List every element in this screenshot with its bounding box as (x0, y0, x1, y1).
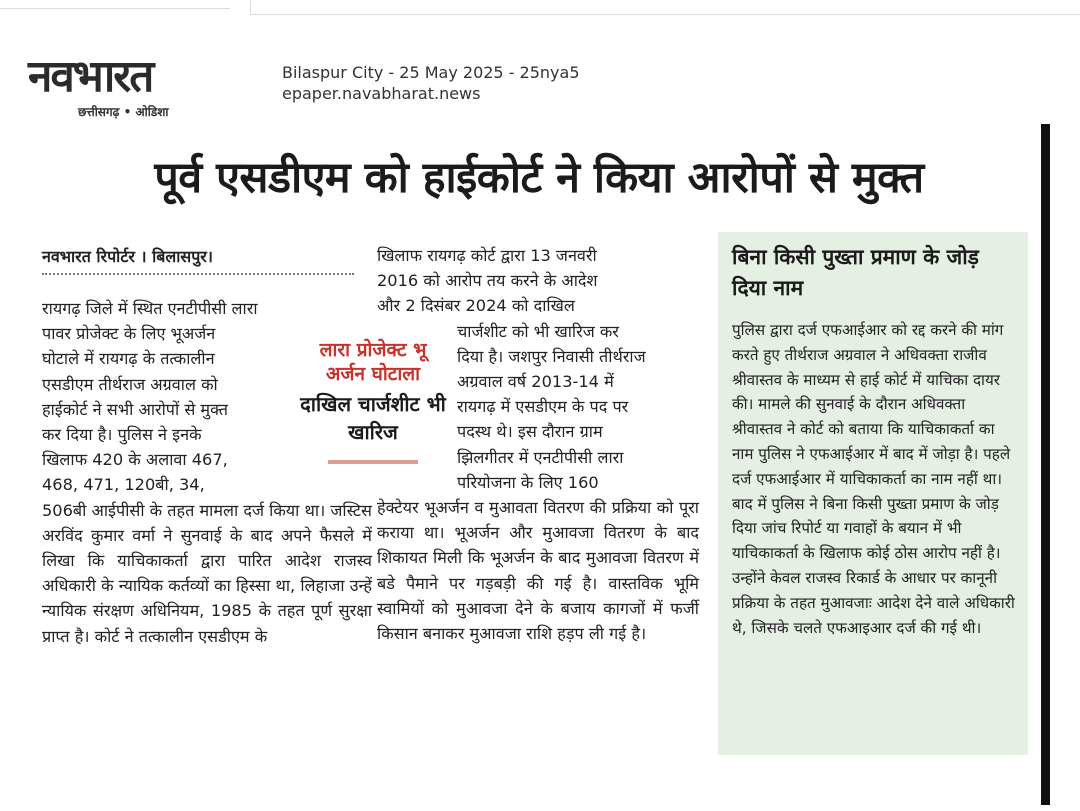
edition-info (282, 62, 580, 104)
byline: नवभारत रिपोर्टर । बिलासपुर। (42, 247, 213, 266)
sidebar-box (718, 232, 1028, 755)
col2-line: 2016 को आरोप तय करने के आदेश (377, 271, 598, 291)
col1-line: एसडीएम तीर्थराज अग्रवाल को (42, 374, 218, 394)
top-frame-right (250, 0, 1080, 15)
col2-paragraph: हेक्टेयर भूअर्जन व मुआवता वितरण की प्रक्रिया को पूरा कराया था। भूअर्जन और मुआवजा वितरण के बाद शिकायत मिली कि भूअर्जन के बाद मुआवजा वितरण में बडे पैमाने पर गड़बड़ी की गई है। वास्तविक भूमि स्वामियों को मुआवजा देने के बजाय कागजों में फर्जी किसान बनाकर मुआवजा राशि हड़प ली गई है। (377, 498, 699, 644)
col2-line: पदस्थ थे। इस दौरान ग्राम (457, 422, 603, 442)
top-frame-left (0, 0, 230, 9)
newspaper-masthead (28, 50, 263, 120)
article-headline: पूर्व एसडीएम को हाईकोर्ट ने किया आरोपों से मुक्त (154, 153, 924, 203)
top-frame (0, 0, 1080, 14)
article-column-2 (377, 243, 699, 646)
col1-line: घोटाले में रायगढ़ के तत्कालीन (42, 349, 215, 369)
right-border-rule (1041, 124, 1050, 805)
col1-line: कर दिया है। पुलिस ने इनके (42, 425, 202, 445)
col2-line: चार्जशीट को भी खारिज कर (457, 321, 619, 341)
col1-line: पावर प्रोजेक्ट के लिए भूअर्जन (42, 324, 216, 344)
pull-quote-text: दाखिल चार्जशीट भी खारिज (300, 392, 446, 444)
byline-divider (42, 273, 354, 275)
col1-line: रायगढ़ जिले में स्थित एनटीपीसी लारा (42, 299, 258, 318)
col2-line: रायगढ़ में एसडीएम के पद पर (457, 397, 629, 417)
col2-line: परियोजना के लिए 160 (457, 472, 599, 492)
sidebar-box-title: बिना किसी पुख्ता प्रमाण के जोड़ दिया नाम (732, 245, 979, 300)
col1-line: 468, 471, 120बी, 34, (42, 475, 205, 495)
col1-line: हाईकोर्ट ने सभी आरोपों से मुक्त (42, 399, 229, 419)
col1-paragraph: 506बी आईपीसी के तहत मामला दर्ज किया था। जस्टिस अरविंद कुमार वर्मा ने सुनवाई के बाद अपने फैसले में लिखा कि याचिकाकर्ता द्वारा पारित आदेश राजस्व अधिकारी के न्यायिक कर्तव्यों का हिस्सा था, लिहाजा उन्हें न्यायिक संरक्षण अधिनियम, 1985 के तहत पूर्ण सुरक्षा प्राप्त है। कोर्ट ने तत्कालीन एसडीएम के (42, 500, 372, 646)
col2-top (377, 243, 699, 495)
sidebar-box-text: पुलिस द्वारा दर्ज एफआईआर को रद्द करने की मांग करते हुए तीर्थराज अग्रवाल ने अधिवक्ता राजीव श्रीवास्तव के माध्यम से हाई कोर्ट में याचिका दायर की। मामले की सुनवाई के दौरान अधिवक्ता श्रीवास्तव ने कोर्ट को बताया कि याचिकाकर्ता का नाम पुलिस ने एफआईआर में बाद में जोड़ा है। पहले दर्ज एफआईआर में याचिकाकर्ता का नाम नहीं था। बाद में पुलिस ने बिना किसी पुख्ता प्रमाण के जोड़ दिया जांच रिपोर्ट या गवाहों के बयान में भी याचिकाकर्ता के खिलाफ कोई ठोस आरोप नहीं है। उन्होंने केवल राजस्व रिकार्ड के आधार पर कानूनी प्रक्रिया के तहत मुआवजाः आदेश देने वाले अधिकारी थे, जिसके चलते एफआइआर दर्ज की गई थी। (732, 321, 1015, 637)
col1-line: खिलाफ 420 के अलावा 467, (42, 450, 228, 470)
col2-line: खिलाफ रायगढ़ कोर्ट द्वारा 13 जनवरी (377, 246, 597, 265)
epaper-url: epaper.navabharat.news (282, 84, 481, 103)
logo-subtitle: छत्तीसगढ़ • ओडिशा (78, 105, 169, 119)
col2-line: दिया है। जशपुर निवासी तीर्थराज (457, 346, 646, 366)
pull-quote-kicker: लारा प्रोजेक्ट भू अर्जन घोटाला (319, 339, 427, 385)
edition-line: Bilaspur City - 25 May 2025 - 25nya5 (282, 63, 580, 82)
col2-line: अग्रवाल वर्ष 2013-14 में (457, 372, 614, 392)
col2-line: झिलगीतर में एनटीपीसी लारा (457, 447, 624, 467)
newspaper-logo: नवभारत (28, 51, 153, 102)
col2-line: और 2 दिसंबर 2024 को दाखिल (377, 296, 575, 316)
